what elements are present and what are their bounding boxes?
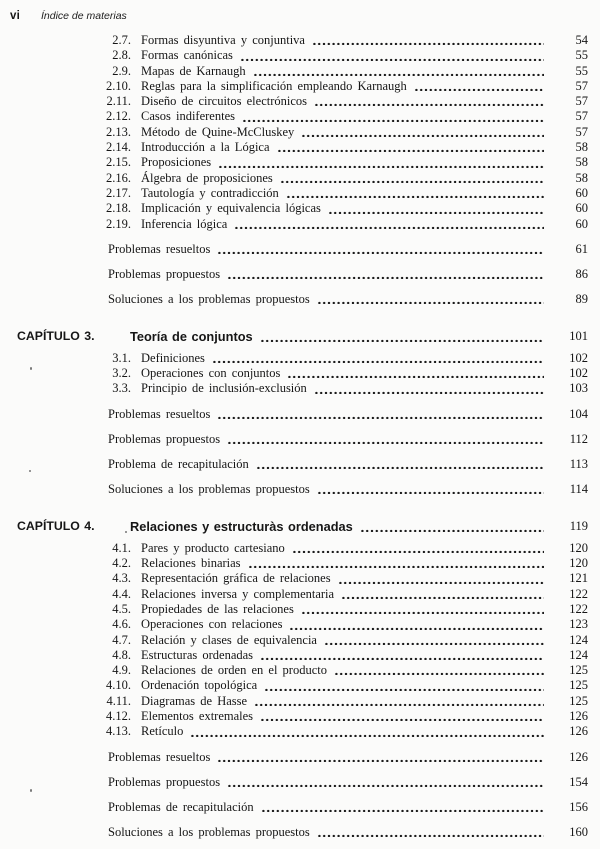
entry-label: Problemas propuestos [108, 774, 221, 789]
section-number: 2.14. [106, 140, 131, 155]
page-number: 126 [569, 709, 588, 724]
section-number: 2.12. [106, 109, 131, 124]
page-number: 125 [569, 663, 588, 678]
page-number: 124 [569, 632, 588, 647]
page-number: 57 [575, 109, 588, 124]
entry-label: Problemas propuestos [108, 431, 221, 446]
section-number: 4.5. [112, 601, 131, 616]
toc-section-entry [17, 694, 588, 709]
toc-section-entry [17, 48, 588, 63]
section-number: 4.7. [112, 632, 131, 647]
toc-problem-entry [17, 800, 588, 815]
entry-label: Soluciones a los problemas propuestos [108, 291, 310, 306]
toc-problem-entry [17, 242, 588, 257]
entry-label: Inferencia lógica [141, 216, 228, 231]
section-number: 2.15. [106, 155, 131, 170]
section-number: 2.10. [106, 78, 131, 93]
entry-label: Pares y producto cartesiano [141, 540, 285, 555]
dotted-leader [292, 549, 544, 553]
page-number: 55 [575, 63, 588, 78]
entry-label: Relaciones binarias [141, 556, 241, 571]
dotted-leader [317, 300, 544, 304]
page-number: 60 [575, 216, 588, 231]
entry-label: Mapas de Karnaugh [141, 63, 246, 78]
dotted-leader [242, 118, 544, 122]
page-number: 124 [569, 647, 588, 662]
toc-section-entry [17, 140, 588, 155]
dotted-leader [317, 490, 544, 494]
dotted-leader [190, 733, 544, 737]
page-number: 126 [569, 749, 588, 764]
scan-speck [29, 470, 31, 472]
dotted-leader [212, 359, 544, 363]
toc-section-entry [17, 648, 588, 663]
page-number: 154 [569, 774, 588, 789]
dotted-leader [248, 564, 544, 568]
section-number: 2.16. [106, 170, 131, 185]
dotted-leader [254, 702, 544, 706]
entry-label: Problemas resueltos [108, 406, 211, 421]
page-number: 102 [569, 366, 588, 381]
dotted-leader [253, 72, 544, 76]
page-number: 57 [575, 94, 588, 109]
page-number: 57 [575, 124, 588, 139]
section-number: 2.8. [112, 48, 131, 63]
toc-section-entry [17, 109, 588, 124]
section-number: 2.11. [106, 94, 131, 109]
page-number: 120 [569, 556, 588, 571]
entry-label: Problemas de recapitulación [108, 799, 254, 814]
toc-chapter-entry [17, 328, 588, 345]
entry-label: Método de Quine-McCluskey [141, 124, 295, 139]
chapter-label: CAPÍTULO 3. [17, 328, 95, 343]
page-folio: vi [10, 10, 20, 22]
dotted-leader [312, 41, 544, 45]
section-number: 4.10. [106, 678, 131, 693]
section-number: 4.9. [112, 663, 131, 678]
toc-section-entry [17, 79, 588, 94]
toc-problem-entry [17, 292, 588, 307]
running-title: Índice de materias [41, 10, 127, 22]
toc-problem-entry [17, 407, 588, 422]
entry-label: Operaciones con conjuntos [141, 366, 281, 381]
page-number: 120 [569, 540, 588, 555]
running-header [0, 0, 600, 22]
toc-section-entry [17, 351, 588, 366]
page-number: 123 [569, 617, 588, 632]
toc-problem-entry [17, 775, 588, 790]
section-number: 4.11. [106, 693, 131, 708]
toc-section-entry [17, 186, 588, 201]
entry-label: Operaciones con relaciones [141, 617, 283, 632]
page-number: 113 [569, 456, 588, 471]
page-number: 119 [569, 518, 588, 533]
page-number: 126 [569, 724, 588, 739]
toc-section-entry [17, 663, 588, 678]
toc-section-entry [17, 587, 588, 602]
toc-problem-entry [17, 432, 588, 447]
page-number: 54 [575, 33, 588, 47]
toc-problem-entry [17, 482, 588, 497]
page-number: 104 [569, 406, 588, 421]
entry-label: Casos indiferentes [141, 109, 235, 124]
toc-section-entry [17, 709, 588, 724]
toc-section-entry [17, 541, 588, 556]
page-number: 60 [575, 201, 588, 216]
section-number: 4.4. [112, 586, 131, 601]
dotted-leader [301, 133, 544, 137]
section-number: 3.3. [112, 381, 131, 396]
entry-label: Relaciones inversa y complementaria [141, 586, 335, 601]
section-number: 2.9. [112, 63, 131, 78]
page-number: 156 [569, 799, 588, 814]
page-number: 103 [569, 381, 588, 396]
section-number: 4.13. [106, 724, 131, 739]
toc-section-entry [17, 125, 588, 140]
dotted-leader [261, 808, 544, 812]
dotted-leader [289, 626, 544, 630]
entry-label: Definiciones [141, 350, 205, 365]
entry-label: Retículo [141, 724, 184, 739]
page-number: 55 [575, 48, 588, 63]
entry-label: Soluciones a los problemas propuestos [108, 824, 310, 839]
dotted-leader [234, 225, 544, 229]
toc-section-entry [17, 724, 588, 739]
dotted-leader [218, 164, 544, 168]
chapter-label: CAPÍTULO 4. [17, 518, 95, 533]
entry-label: Formas disyuntiva y conjuntiva [141, 33, 305, 47]
toc-problem-entry [17, 267, 588, 282]
dotted-leader [264, 687, 544, 691]
section-number: 2.18. [106, 201, 131, 216]
dotted-leader [314, 102, 544, 106]
dotted-leader [341, 595, 544, 599]
entry-label: Relaciones de orden en el producto [141, 663, 327, 678]
page-number: 61 [575, 241, 588, 256]
entry-label: Problemas resueltos [108, 241, 211, 256]
section-number: 3.2. [112, 366, 131, 381]
toc-problem-entry [17, 750, 588, 765]
entry-label: Implicación y equivalencia lógicas [141, 201, 321, 216]
dotted-leader [277, 148, 544, 152]
dotted-leader [360, 528, 544, 532]
toc-section-entry [17, 571, 588, 586]
page-number: 121 [569, 571, 588, 586]
page-number: 58 [575, 140, 588, 155]
toc-section-entry [17, 217, 588, 232]
dotted-leader [260, 717, 544, 721]
entry-label: Problema de recapitulación [108, 456, 249, 471]
section-number: 4.12. [106, 709, 131, 724]
dotted-leader [256, 465, 544, 469]
toc-section-entry [17, 678, 588, 693]
toc-section-entry [17, 366, 588, 381]
toc-chapter-entry [17, 518, 588, 535]
entry-label: Formas canónicas [141, 48, 233, 63]
entry-label: Proposiciones [141, 155, 212, 170]
entry-label: Diseño de circuitos electrónicos [141, 94, 308, 109]
toc-section-entry [17, 64, 588, 79]
entry-label: Elementos extremales [141, 709, 254, 724]
toc-section-entry [17, 556, 588, 571]
dotted-leader [287, 374, 544, 378]
dotted-leader [324, 641, 544, 645]
entry-label: Soluciones a los problemas propuestos [108, 481, 310, 496]
scan-speck [30, 367, 32, 370]
dotted-leader [317, 833, 544, 837]
entry-label: Estructuras ordenadas [141, 647, 254, 662]
dotted-leader [260, 656, 544, 660]
toc-section-entry [17, 155, 588, 170]
section-number: 4.8. [112, 647, 131, 662]
dotted-leader [260, 338, 544, 342]
toc-section-entry [17, 171, 588, 186]
entry-label: Diagramas de Hasse [141, 693, 248, 708]
entry-label: Problemas propuestos [108, 266, 221, 281]
section-number: 4.1. [112, 540, 131, 555]
page-number: 125 [569, 693, 588, 708]
section-number: 2.13. [106, 124, 131, 139]
entry-label: Tautología y contradicción [141, 185, 279, 200]
entry-label: Ordenación topológica [141, 678, 258, 693]
toc-section-entry [17, 602, 588, 617]
entry-label: Representación gráfica de relaciones [141, 571, 331, 586]
section-number: 4.6. [112, 617, 131, 632]
page-number: 102 [569, 350, 588, 365]
toc-section-entry [17, 633, 588, 648]
toc-section-entry [17, 33, 588, 48]
page-number: 57 [575, 78, 588, 93]
table-of-contents [0, 22, 600, 840]
dotted-leader [227, 440, 544, 444]
section-number: 4.2. [112, 556, 131, 571]
dotted-leader [217, 758, 544, 762]
dotted-leader [240, 57, 544, 61]
dotted-leader [280, 179, 544, 183]
page-number: 101 [569, 328, 588, 343]
page-number: 86 [575, 266, 588, 281]
entry-label: Álgebra de proposiciones [141, 170, 273, 185]
entry-label: Reglas para la simplificación empleando Karnaugh [141, 78, 407, 93]
page-number: 114 [569, 481, 588, 496]
entry-label: Introducción a la Lógica [141, 140, 270, 155]
dotted-leader [328, 210, 544, 214]
dotted-leader [227, 275, 544, 279]
dotted-leader [301, 610, 544, 614]
section-number: 2.19. [106, 216, 131, 231]
chapter-title: Teoría de conjuntos [130, 328, 253, 344]
page-number: 58 [575, 155, 588, 170]
section-number: 3.1. [112, 350, 131, 365]
section-number: 4.3. [112, 571, 131, 586]
page-number: 122 [569, 586, 588, 601]
page-number: 160 [569, 824, 588, 839]
dotted-leader [227, 783, 544, 787]
toc-section-entry [17, 617, 588, 632]
toc-problem-entry [17, 825, 588, 840]
entry-label: Relación y clases de equivalencia [141, 632, 317, 647]
toc-problem-entry [17, 457, 588, 472]
dotted-leader [314, 390, 544, 394]
section-number: 2.17. [106, 185, 131, 200]
entry-label: Principio de inclusión-exclusión [141, 381, 307, 396]
dotted-leader [334, 671, 544, 675]
section-number: 2.7. [112, 33, 131, 47]
page-number: 58 [575, 170, 588, 185]
dotted-leader [217, 250, 544, 254]
dotted-leader [286, 194, 544, 198]
chapter-title: Relaciones y estructuràs ordenadas [130, 518, 353, 534]
dotted-leader [414, 87, 544, 91]
dotted-leader [338, 580, 544, 584]
page-number: 112 [569, 431, 588, 446]
toc-section-entry [17, 381, 588, 396]
entry-label: Propiedades de las relaciones [141, 601, 294, 616]
toc-section-entry [17, 94, 588, 109]
entry-label: Problemas resueltos [108, 749, 211, 764]
scan-speck [30, 789, 32, 792]
page-number: 60 [575, 185, 588, 200]
page-number: 122 [569, 601, 588, 616]
dotted-leader [217, 415, 544, 419]
scan-speck [125, 531, 127, 533]
page-number: 89 [575, 291, 588, 306]
page-number: 125 [569, 678, 588, 693]
toc-section-entry [17, 201, 588, 216]
